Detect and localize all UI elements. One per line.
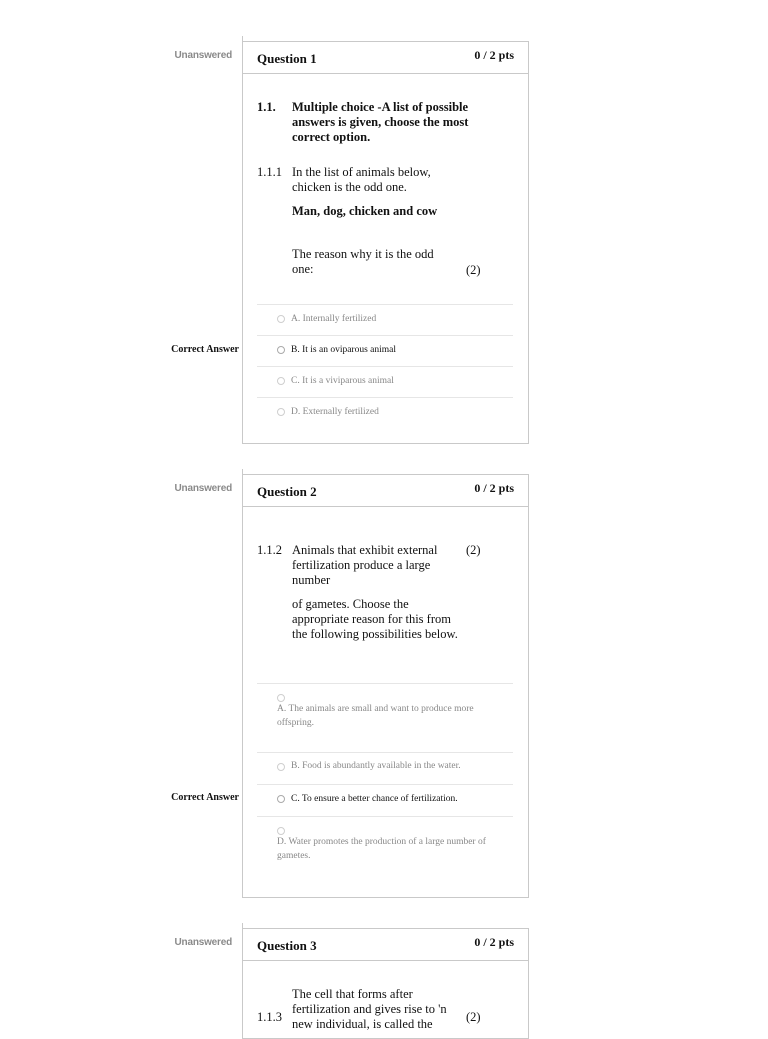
question-text-2: of gametes. Choose the appropriate reason for this from the following possibilities below.	[292, 597, 458, 641]
answer-label: C. It is a viviparous animal	[291, 376, 394, 386]
radio-icon[interactable]	[277, 763, 285, 771]
answer-option-correct[interactable]	[257, 784, 513, 816]
answer-label: D. Water promotes the production of a large number of gametes.	[277, 837, 486, 861]
answer-label: B. Food is abundantly available in the water.	[291, 761, 461, 771]
answer-option[interactable]	[257, 683, 513, 752]
correct-answer-marker: Correct Answer	[171, 792, 239, 803]
answer-option[interactable]	[257, 816, 513, 877]
question-text-2: The reason why it is the odd one:	[292, 247, 434, 276]
radio-icon[interactable]	[277, 408, 285, 416]
answer-label: A. Internally fertilized	[291, 314, 377, 324]
question-text: Animals that exhibit external fertilization produce a large number	[292, 543, 438, 587]
radio-icon[interactable]	[277, 315, 285, 323]
answer-option[interactable]	[257, 752, 513, 784]
question-status: Unanswered	[174, 937, 232, 948]
answer-option[interactable]	[257, 366, 513, 397]
question-marks: (2)	[466, 543, 481, 557]
question-points: 0 / 2 pts	[474, 481, 514, 495]
radio-icon[interactable]	[277, 795, 285, 803]
answer-label: B. It is an oviparous animal	[291, 345, 397, 355]
question-text: The cell that forms after fertilization and gives rise to 'n new individual, is called the	[292, 987, 447, 1031]
radio-icon[interactable]	[277, 694, 285, 702]
question-title: Question 3	[257, 938, 317, 953]
question-points: 0 / 2 pts	[474, 935, 514, 949]
question-header	[243, 41, 528, 74]
answer-option[interactable]	[257, 397, 513, 428]
question-header	[243, 928, 528, 961]
answer-label: A. The animals are small and want to produce more offspring.	[277, 704, 474, 728]
section-instruction: Multiple choice -A list of possible answers is given, choose the most correct option.	[292, 100, 469, 144]
answer-option-correct[interactable]	[257, 335, 513, 366]
question-header	[243, 474, 528, 507]
question-marks: (2)	[466, 1010, 481, 1024]
question-emphasis: Man, dog, chicken and cow	[292, 204, 438, 218]
question-card	[242, 474, 529, 898]
section-number: 1.1.	[257, 100, 276, 114]
question-title: Question 2	[257, 484, 317, 499]
question-status: Unanswered	[174, 483, 232, 494]
item-number: 1.1.2	[257, 543, 282, 557]
question-points: 0 / 2 pts	[474, 48, 514, 62]
radio-icon[interactable]	[277, 377, 285, 385]
question-card	[242, 41, 529, 444]
item-number: 1.1.1	[257, 165, 282, 179]
item-number: 1.1.3	[257, 1010, 282, 1024]
question-title: Question 1	[257, 51, 317, 66]
answer-label: C. To ensure a better chance of fertilization.	[291, 794, 458, 804]
question-status: Unanswered	[174, 50, 232, 61]
answer-label: D. Externally fertilized	[291, 407, 379, 417]
question-marks: (2)	[466, 263, 481, 277]
answer-option[interactable]	[257, 304, 513, 335]
radio-icon[interactable]	[277, 346, 285, 354]
radio-icon[interactable]	[277, 827, 285, 835]
question-text: In the list of animals below, chicken is the odd one.	[292, 165, 431, 194]
question-card	[242, 928, 529, 1039]
correct-answer-marker: Correct Answer	[171, 344, 239, 355]
